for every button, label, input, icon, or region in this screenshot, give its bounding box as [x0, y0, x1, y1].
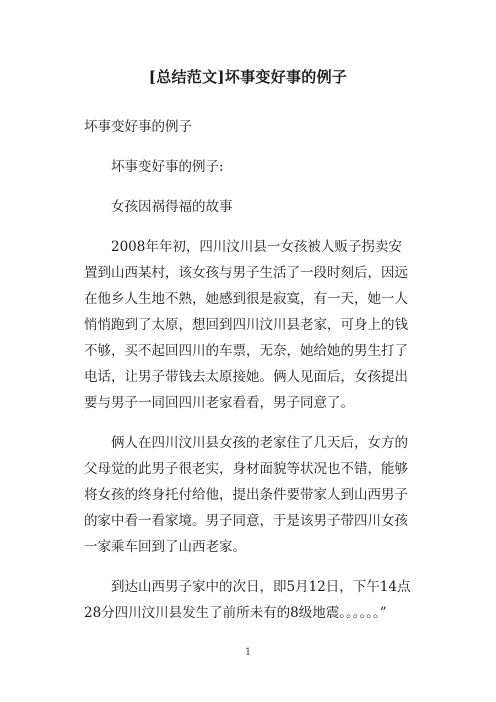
paragraph-story-1: 2008年年初，四川汶川县一女孩被人贩子拐卖安置到山西某村，该女孩与男子生活了一段时刻后，因远在他乡人生地不熟，她感到很是寂寞，有一天，她一人悄悄跑到了太原，想回到四川汶川县老家，可身上的钱不够，买不起回四川的车票，无奈，她给她的男生打了电话，让男子带钱去太原接她。俩人见面后，女孩提出要与男子一同回四川老家看看，男子同意了。	[84, 239, 408, 411]
paragraph-story-title: 女孩因祸得福的故事	[111, 199, 233, 215]
paragraph-story-3: 到达山西男子家中的次日，即5月12日，下午14点28分四川汶川县发生了前所未有的8级地震。。。。。。”	[84, 579, 411, 621]
document-body	[84, 114, 414, 626]
page-number: 1	[244, 647, 252, 658]
paragraph-story-2: 俩人在四川汶川县女孩的老家住了几天后，女方的父母觉的此男子很老实，身材面貌等状况也不错，能够将女孩的终身托付给他，提出条件要带家人到山西男子的家中看一看家境。男子同意，于是该男子带四川女孩一家乘车回到了山西老家。	[84, 435, 408, 555]
document-title: [总结范文]坏事变好事的例子	[148, 68, 348, 86]
paragraph-heading: 坏事变好事的例子	[84, 119, 192, 135]
paragraph-subheading: 坏事变好事的例子:	[111, 159, 224, 175]
